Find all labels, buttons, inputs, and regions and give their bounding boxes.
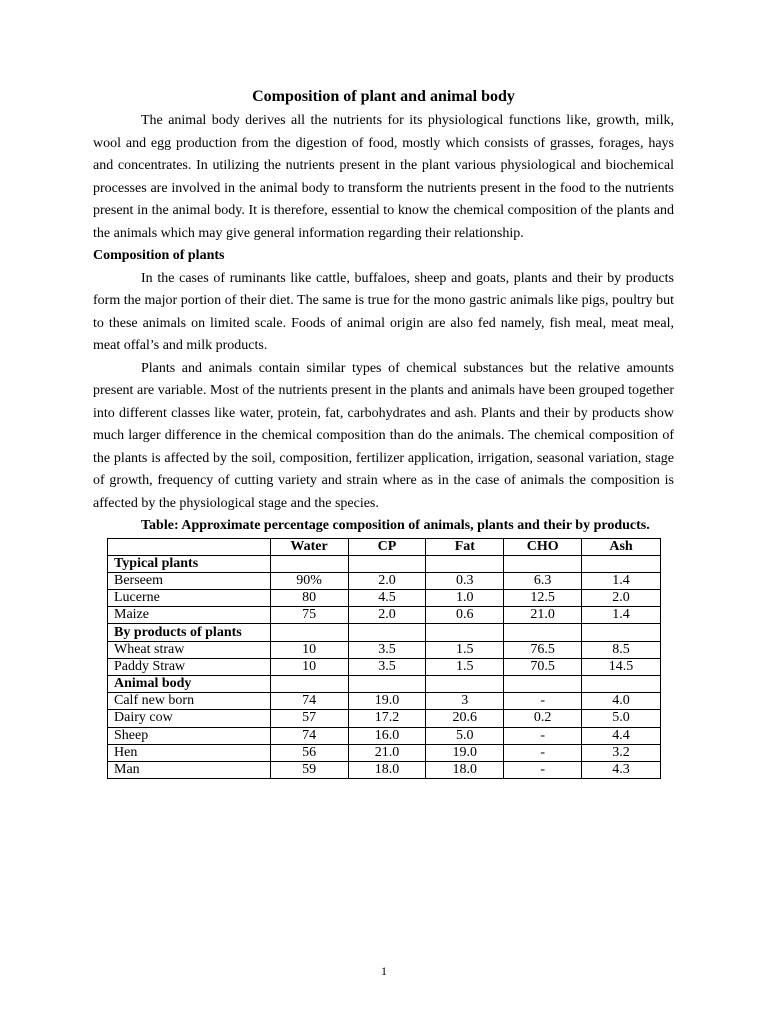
row-label-cell: Maize (108, 607, 271, 624)
section-heading: Composition of plants (93, 248, 225, 263)
header-cell (108, 538, 271, 555)
table-caption: Table: Approximate percentage composition of animals, plants and their by products. (141, 518, 650, 533)
value-cell: - (504, 693, 582, 710)
value-cell (270, 555, 348, 572)
value-cell: 70.5 (504, 658, 582, 675)
value-cell: 1.0 (426, 590, 504, 607)
row-label-cell: Paddy Straw (108, 658, 271, 675)
value-cell: 0.6 (426, 607, 504, 624)
value-cell: 5.0 (582, 710, 661, 727)
value-cell: 74 (270, 727, 348, 744)
value-cell: 21.0 (504, 607, 582, 624)
row-label-cell: Sheep (108, 727, 271, 744)
value-cell: 4.3 (582, 761, 661, 778)
document-page (93, 86, 674, 779)
row-label-cell: Calf new born (108, 693, 271, 710)
value-cell (270, 624, 348, 641)
value-cell: 56 (270, 744, 348, 761)
row-label-cell: Wheat straw (108, 641, 271, 658)
table-body (108, 555, 661, 778)
table-row (108, 658, 661, 675)
value-cell: 10 (270, 658, 348, 675)
row-label-cell: Hen (108, 744, 271, 761)
table-row (108, 590, 661, 607)
paragraph-ruminants: In the cases of ruminants like cattle, buffaloes, sheep and goats, plants and their by products form the major portion of their diet. The same is true for the mono gastric animals like pigs, poultry but to these animals on limited scale. Foods of animal origin are also fed namely, fish meal, meat meal, meat offal’s and milk products. (93, 270, 674, 353)
value-cell: 1.4 (582, 607, 661, 624)
value-cell: 2.0 (348, 572, 426, 589)
value-cell: - (504, 744, 582, 761)
value-cell: 2.0 (348, 607, 426, 624)
value-cell: 19.0 (426, 744, 504, 761)
value-cell: 2.0 (582, 590, 661, 607)
row-label-cell: Berseem (108, 572, 271, 589)
value-cell: 3.5 (348, 658, 426, 675)
page-number: 1 (381, 964, 387, 978)
table-group-row (108, 555, 661, 572)
header-cell: Fat (426, 538, 504, 555)
table-group-row (108, 624, 661, 641)
table-row (108, 710, 661, 727)
value-cell: 4.4 (582, 727, 661, 744)
value-cell: 20.6 (426, 710, 504, 727)
table-row (108, 641, 661, 658)
value-cell: 4.5 (348, 590, 426, 607)
row-label-cell: Lucerne (108, 590, 271, 607)
value-cell: 21.0 (348, 744, 426, 761)
value-cell: - (504, 727, 582, 744)
table-row (108, 572, 661, 589)
value-cell: 80 (270, 590, 348, 607)
value-cell (270, 676, 348, 693)
value-cell: 17.2 (348, 710, 426, 727)
value-cell: 8.5 (582, 641, 661, 658)
value-cell: 90% (270, 572, 348, 589)
value-cell (504, 555, 582, 572)
value-cell (582, 676, 661, 693)
row-label-cell: Man (108, 761, 271, 778)
header-cell: CP (348, 538, 426, 555)
header-cell: CHO (504, 538, 582, 555)
header-cell: Water (270, 538, 348, 555)
value-cell: 1.5 (426, 658, 504, 675)
value-cell: 18.0 (426, 761, 504, 778)
value-cell: 5.0 (426, 727, 504, 744)
value-cell: 19.0 (348, 693, 426, 710)
value-cell: 4.0 (582, 693, 661, 710)
table-row (108, 727, 661, 744)
composition-table (107, 538, 661, 780)
value-cell (426, 624, 504, 641)
value-cell: 6.3 (504, 572, 582, 589)
value-cell: 0.3 (426, 572, 504, 589)
table-row (108, 744, 661, 761)
value-cell: 14.5 (582, 658, 661, 675)
value-cell (582, 624, 661, 641)
value-cell (504, 676, 582, 693)
page-title: Composition of plant and animal body (252, 88, 515, 105)
value-cell (348, 676, 426, 693)
paragraph-composition: Plants and animals contain similar types of chemical substances but the relative amounts present are variable. Most of the nutrients present in the plants and animals have been grouped together into different classes like water, protein, fat, carbohydrates and ash. Plants and their by products show much larger difference in the chemical composition than do the animals. The chemical composition of the plants is affected by the soil, composition, fertilizer application, irrigation, seasonal variation, stage of growth, frequency of cutting variety and strain where as in the case of animals the composition is affected by the physiological stage and the species. (93, 360, 674, 511)
value-cell (504, 624, 582, 641)
table-row (108, 693, 661, 710)
value-cell: 18.0 (348, 761, 426, 778)
value-cell (426, 555, 504, 572)
value-cell (426, 676, 504, 693)
table-group-row (108, 676, 661, 693)
header-cell: Ash (582, 538, 661, 555)
value-cell (348, 624, 426, 641)
value-cell: 1.4 (582, 572, 661, 589)
row-label-cell: Dairy cow (108, 710, 271, 727)
table-row (108, 761, 661, 778)
row-label-cell: Typical plants (108, 555, 271, 572)
value-cell: 3 (426, 693, 504, 710)
table-header-row (108, 538, 661, 555)
intro-paragraph: The animal body derives all the nutrients for its physiological functions like, growth, milk, wool and egg production from the digestion of food, mostly which consists of grasses, forages, hays and concentrates. In utilizing the nutrients present in the plant various physiological and biochemical processes are involved in the animal body to transform the nutrients present in the food to the nutrients present in the animal body. It is therefore, essential to know the chemical composition of the plants and the animals which may give general information regarding their relationship. (93, 113, 674, 241)
value-cell (348, 555, 426, 572)
value-cell: 1.5 (426, 641, 504, 658)
value-cell: 3.2 (582, 744, 661, 761)
value-cell: 74 (270, 693, 348, 710)
value-cell: 59 (270, 761, 348, 778)
table-row (108, 607, 661, 624)
value-cell: 57 (270, 710, 348, 727)
value-cell: 75 (270, 607, 348, 624)
value-cell: 16.0 (348, 727, 426, 744)
value-cell: 3.5 (348, 641, 426, 658)
value-cell: 12.5 (504, 590, 582, 607)
value-cell: 76.5 (504, 641, 582, 658)
value-cell: 0.2 (504, 710, 582, 727)
row-label-cell: By products of plants (108, 624, 271, 641)
value-cell: 10 (270, 641, 348, 658)
value-cell (582, 555, 661, 572)
row-label-cell: Animal body (108, 676, 271, 693)
value-cell: - (504, 761, 582, 778)
